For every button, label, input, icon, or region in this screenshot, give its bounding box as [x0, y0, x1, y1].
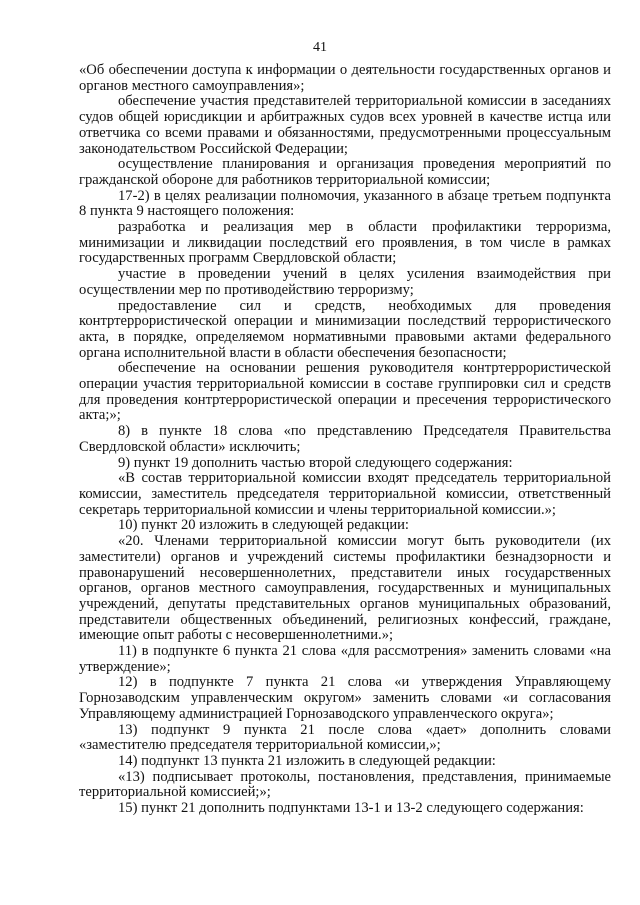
paragraph: 8) в пункте 18 слова «по представлению Председателя Правительства Свердловской области» исключить; — [79, 423, 611, 455]
paragraph: 11) в подпункте 6 пункта 21 слова «для рассмотрения» заменить словами «на утверждение»; — [79, 643, 611, 675]
paragraph: 9) пункт 19 дополнить частью второй следующего содержания: — [118, 454, 513, 471]
paragraph: участие в проведении учений в целях усиления взаимодействия при осуществлении мер по противодействию терроризму; — [79, 266, 611, 298]
paragraph: 17-2) в целях реализации полномочия, указанного в абзаце третьем подпункта 8 пункта 9 настоящего положения: — [79, 187, 611, 220]
paragraph: 14) подпункт 13 пункта 21 изложить в следующей редакции: — [118, 752, 496, 769]
paragraph: «В состав территориальной комиссии входят председатель территориальной комиссии, заместитель председателя территориальной комиссии, ответственный секретарь территориальной комиссии и члены территориальной комиссии.»; — [79, 470, 611, 518]
page-number: 41 — [313, 40, 327, 55]
paragraph: 15) пункт 21 дополнить подпунктами 13-1 и 13-2 следующего содержания: — [118, 800, 584, 817]
paragraph: «20. Членами территориальной комиссии могут быть руководители (их заместители) органов и учреждений системы профилактики безнадзорности и правонарушений несовершеннолетних, представители иных государственных органов, органов местного самоуправления, государственных и муниципальных учреждений, депутаты представительных органов муниципальных образований, представители общественных объединений, религиозных конфессий, граждане, имеющие опыт работы с несовершеннолетними.»; — [79, 533, 611, 644]
paragraph: «13) подписывает протоколы, постановления, представления, принимаемые территориальной комиссией;»; — [79, 768, 611, 801]
document-body — [79, 63, 611, 817]
paragraph: обеспечение на основании решения руководителя контртеррористической операции участия территориальной комиссии в составе группировки сил и средств для проведения контртеррористической операции и пресечения террористического акта;»; — [79, 360, 611, 424]
paragraph: осуществление планирования и организация проведения мероприятий по гражданской обороне для работников территориальной комиссии; — [79, 156, 611, 188]
paragraph: предоставление сил и средств, необходимых для проведения контртеррористической операции и минимизации последствий террористического акта, в порядке, определяемом нормативными правовыми актами федерального органа исполнительной власти в области обеспечения безопасности; — [79, 297, 611, 361]
paragraph: обеспечение участия представителей территориальной комиссии в заседаниях судов общей юрисдикции и арбитражных судов всех уровней в качестве истца или ответчика со всеми правами и обязанностями, предусмотренными процессуальным законодательством Российской Федерации; — [79, 93, 611, 157]
paragraph: 13) подпункт 9 пункта 21 после слова «дает» дополнить словами «заместителю председателя территориальной комиссии,»; — [79, 721, 611, 754]
paragraph: 10) пункт 20 изложить в следующей редакции: — [118, 517, 409, 534]
paragraph: разработка и реализация мер в области профилактики терроризма, минимизации и ликвидации последствий его проявления, в том числе в рамках государственных программ Свердловской области; — [79, 219, 611, 267]
paragraph: 12) в подпункте 7 пункта 21 слова «и утверждения Управляющему Горнозаводским управленческим округом» заменить словами «и согласования Управляющему администрацией Горнозаводского управленческого округа»; — [79, 674, 611, 722]
paragraph: «Об обеспечении доступа к информации о деятельности государственных органов и органов местного самоуправления»; — [79, 62, 611, 94]
